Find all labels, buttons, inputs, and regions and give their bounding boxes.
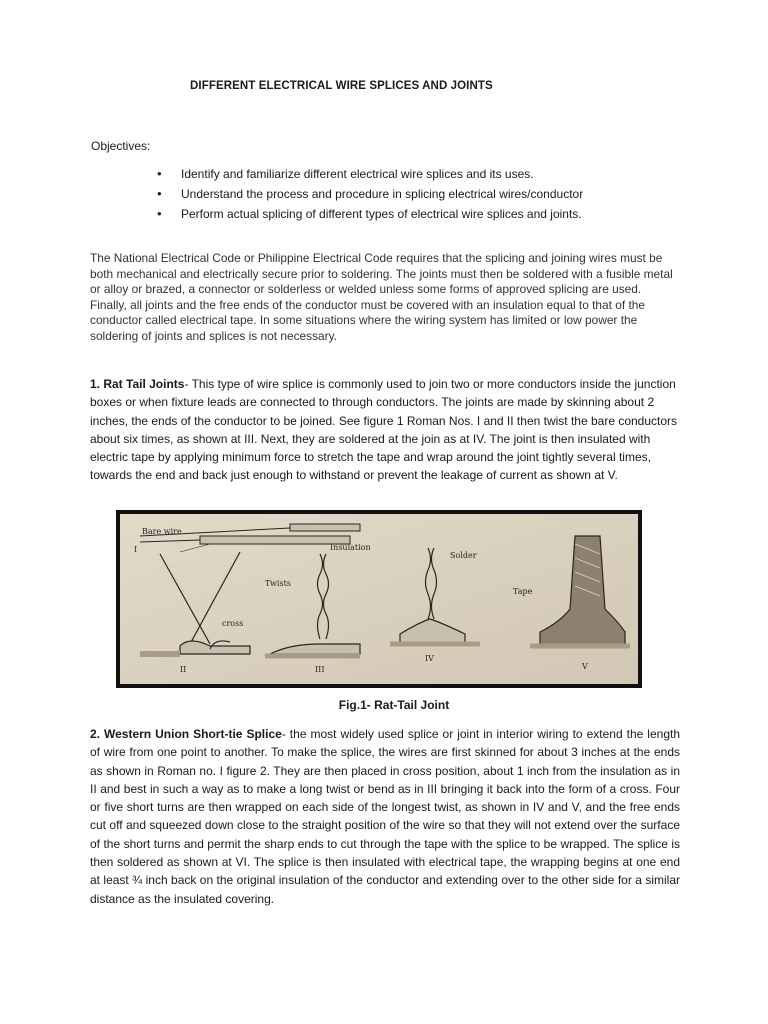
- objectives-list: [155, 164, 583, 224]
- label-step-IV: IV: [425, 654, 434, 663]
- label-tape: Tape: [513, 587, 533, 596]
- section-rat-tail-body: - This type of wire splice is commonly used to join two or more conductors inside the junction boxes or when fixture leads are connected to through conductors. The joints are made by skinning about 2 inches, the ends of the conductor to be joined. See figure 1 Roman Nos. I and II then twist the bare conductors about six times, as shown at III. Next, they are soldered at the join as at IV. The joint is then insulated with electric tape by applying minimum force to stretch the tape and wrap around the joint tightly several times, towards the end and back just enough to withstand or prevent the leakage of current as shown at V.: [90, 377, 678, 483]
- label-cross: cross: [222, 619, 244, 628]
- section-western-union-body: - the most widely used splice or joint in interior wiring to extend the length of wire from one point to another. To make the splice, the wires are first skinned for about 3 inches at the ends as shown in Roman no. I figure 2. They are then placed in cross position, about 1 inch from the insulation as in II and best in such a way as to make a long twist or bend as in III bringing it back into the form of a cross. Four or five short turns are then wrapped on each side of the longest twist, as shown in IV and V, and the free ends cut off and squeezed down close to the straight position of the wire so that they will not extend over the surface of the short turns and permit the sharp ends to cut through the tape with the splice to be wrapped. The splice is then soldered as shown at VI. The splice is then insulated with electrical tape, the wrapping begins at one end at least ¾ inch back on the original insulation of the conductor and extending over to the other side for a similar distance as the insulated covering.: [90, 727, 680, 906]
- label-solder: Solder: [450, 551, 477, 560]
- figure-1: [116, 510, 642, 688]
- page-title: DIFFERENT ELECTRICAL WIRE SPLICES AND JOINTS: [190, 80, 493, 92]
- label-step-III: III: [315, 665, 325, 674]
- objective-item: • Understand the process and procedure in splicing electrical wires/conductor: [155, 184, 583, 204]
- objectives-heading: Objectives:: [91, 139, 151, 153]
- label-step-II: II: [180, 665, 187, 674]
- label-bare-wire: Bare wire: [142, 527, 182, 536]
- section-rat-tail: [90, 375, 680, 485]
- label-step-V: V: [582, 662, 588, 671]
- rat-tail-joint-illustration: [120, 514, 638, 684]
- intro-paragraph: The National Electrical Code or Philippine Electrical Code requires that the splicing and joining wires must be both mechanical and electrically secure prior to soldering. The joints must then be soldered with a fusible metal or alloy or brazed, a connector or solderless or welded unless some forms of approved splicing are used. Finally, all joints and the free ends of the conductor must be covered with an insulation equal to that of the conductor called electrical tape. In some situations where the wiring system has limited or low power the soldering of joints and splices is not necessary.: [90, 251, 673, 343]
- section-western-union-heading: 2. Western Union Short-tie Splice: [90, 727, 282, 741]
- objective-item: • Identify and familiarize different electrical wire splices and its uses.: [155, 164, 583, 184]
- label-insulation: Insulation: [330, 543, 371, 552]
- objective-item: • Perform actual splicing of different types of electrical wire splices and joints.: [155, 204, 583, 224]
- section-rat-tail-heading: 1. Rat Tail Joints: [90, 377, 185, 391]
- figure-caption: Fig.1- Rat-Tail Joint: [338, 698, 450, 712]
- label-twists: Twists: [265, 579, 291, 588]
- section-western-union: [90, 725, 680, 908]
- label-step-I: I: [134, 545, 138, 554]
- figure-paper: [120, 514, 638, 684]
